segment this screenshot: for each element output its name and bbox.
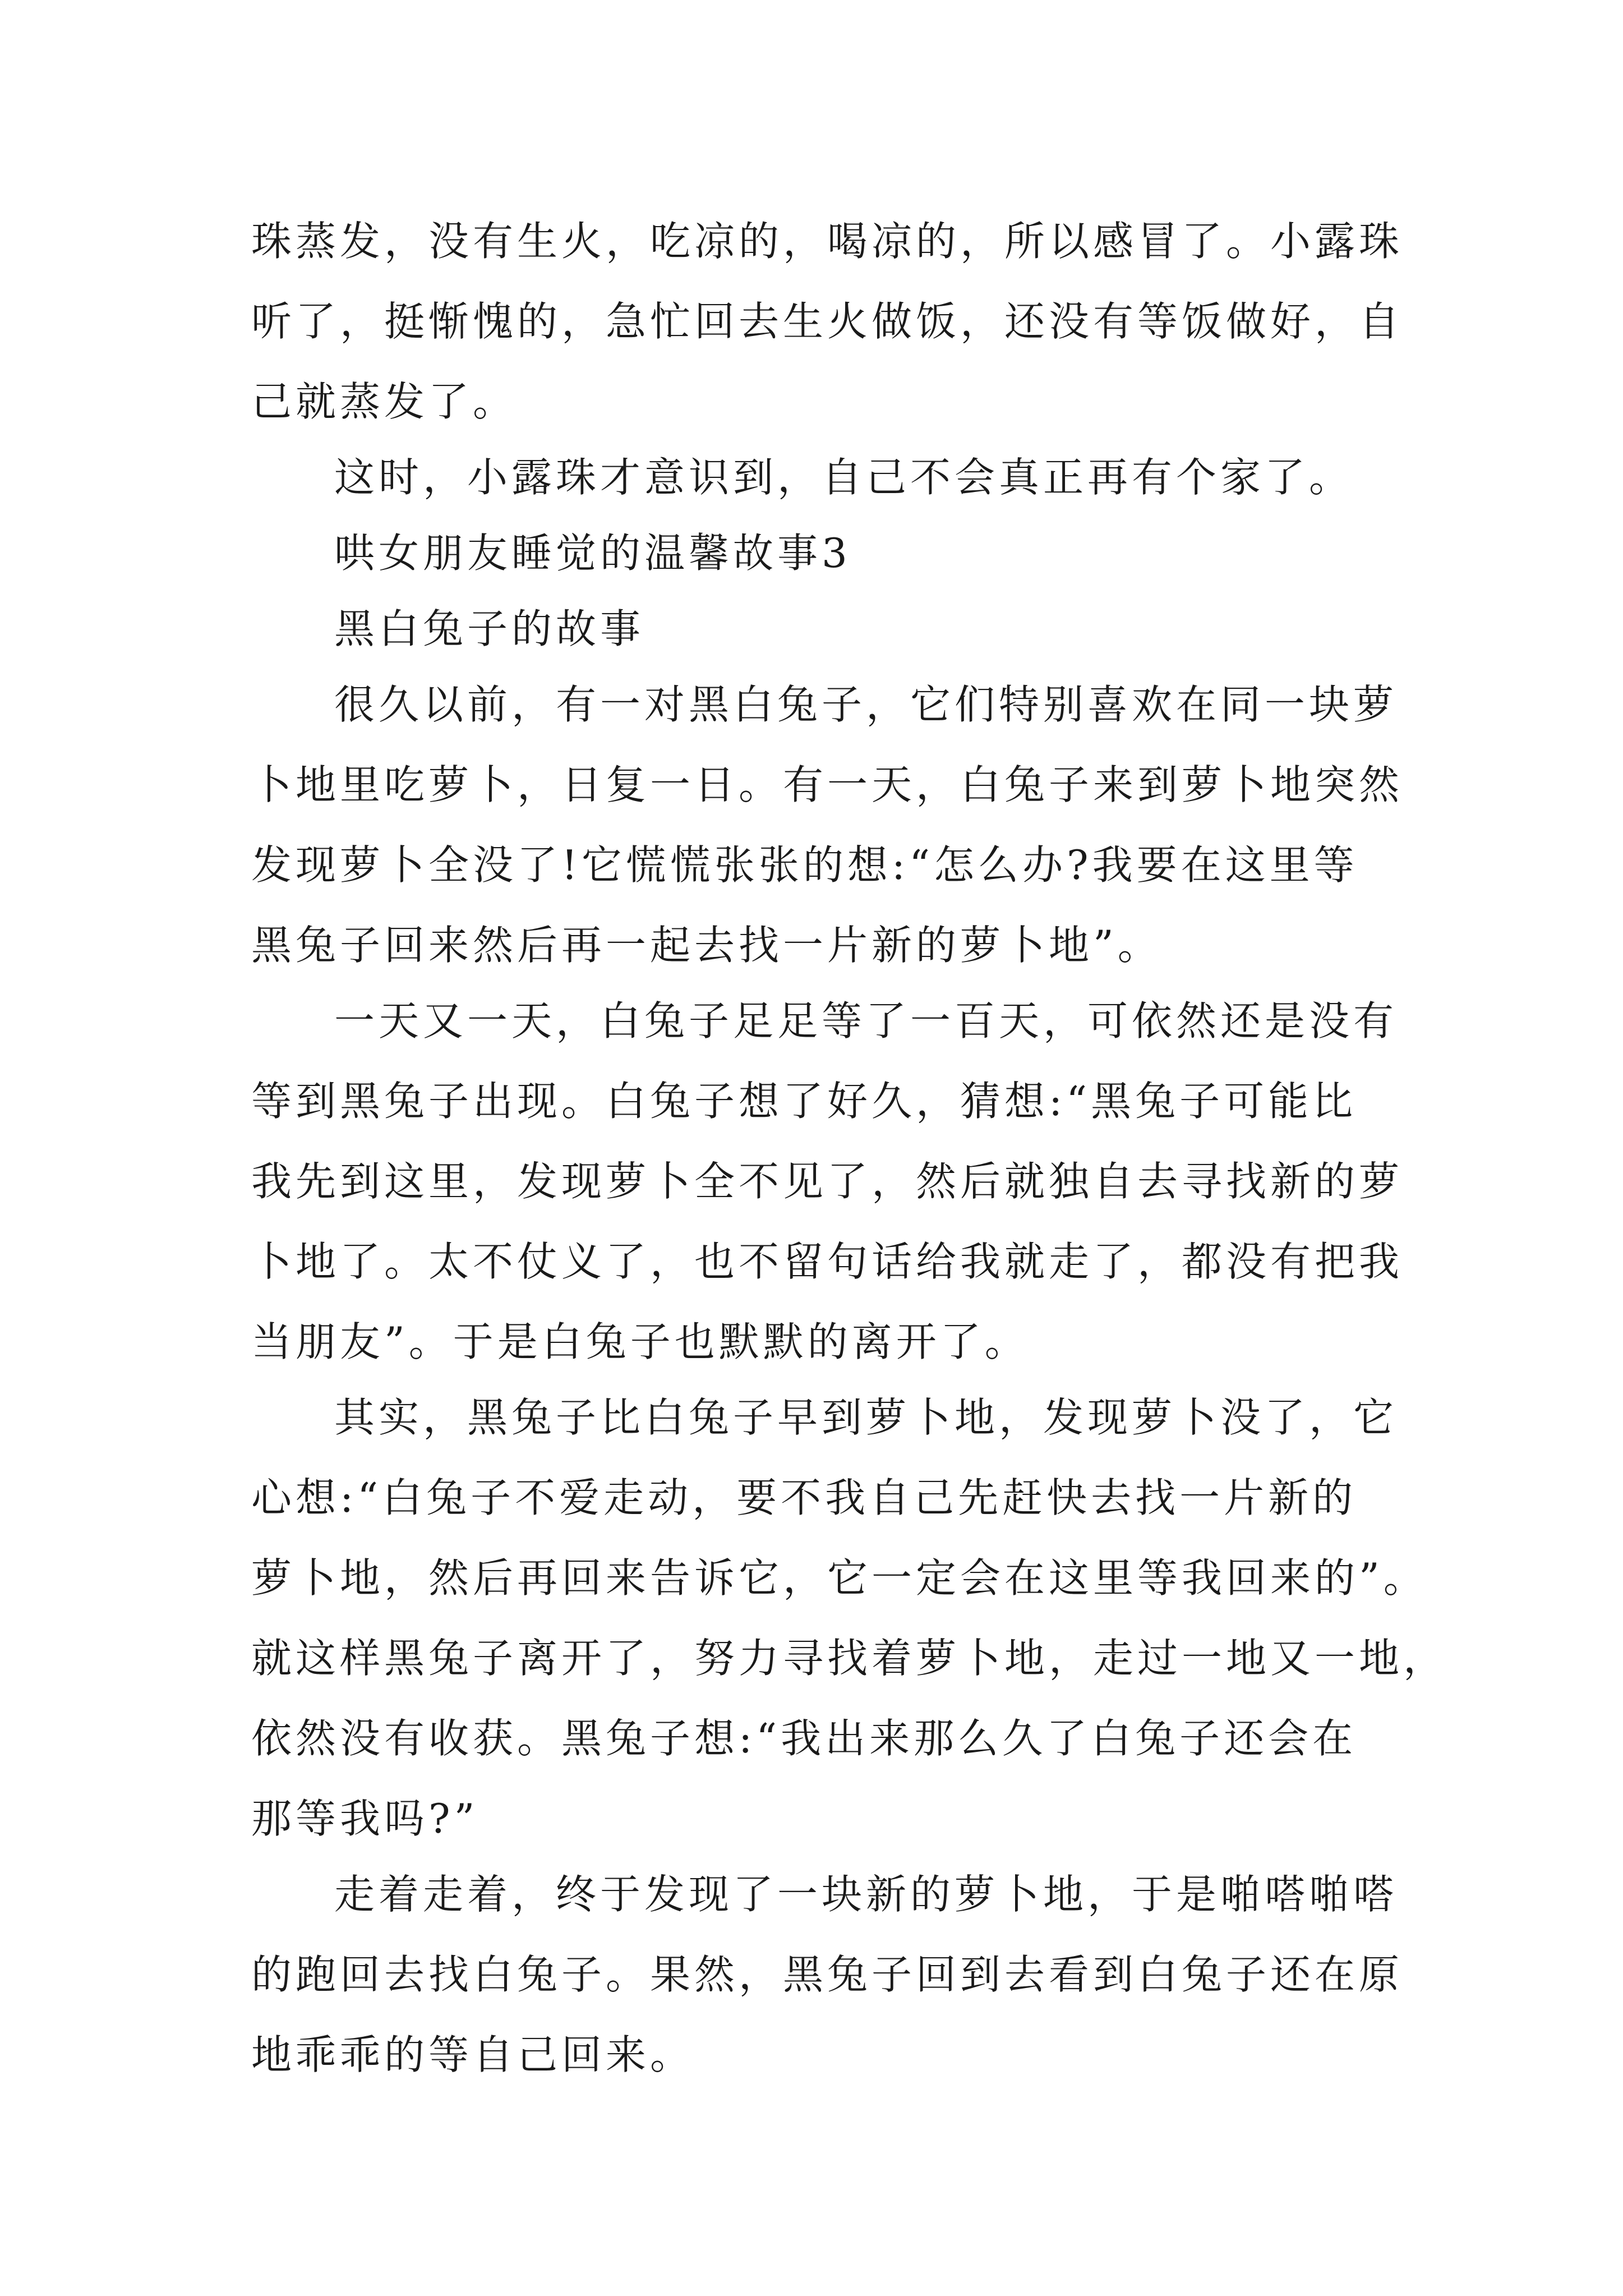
text-line: 依然没有收获。黑兔子想:“我出来那么久了白兔子还会在 [251,1715,1357,1762]
text-line: 就这样黑兔子离开了，努力寻找着萝卜地，走过一地又一地， [251,1635,1448,1682]
text-line: 卜地里吃萝卜，日复一日。有一天，白兔子来到萝卜地突然 [251,761,1404,808]
text-line: 己就蒸发了。 [251,378,518,425]
text-line: 当朋友”。于是白兔子也默默的离开了。 [251,1318,1029,1365]
text-line: 很久以前，有一对黑白兔子，它们特别喜欢在同一块萝 [334,681,1398,728]
text-line: 一天又一天，白兔子足足等了一百天，可依然还是没有 [334,997,1398,1045]
text-line: 我先到这里，发现萝卜全不见了，然后就独自去寻找新的萝 [251,1158,1404,1205]
text-line: 这时，小露珠才意识到，自己不会真正再有个家了。 [334,454,1354,501]
text-line: 黑兔子回来然后再一起去找一片新的萝卜地”。 [251,922,1162,969]
text-line: 卜地了。太不仗义了，也不留句话给我就走了，都没有把我 [251,1238,1404,1285]
text-line: 珠蒸发，没有生火，吃凉的，喝凉的，所以感冒了。小露珠 [251,218,1404,265]
section-title: 哄女朋友睡觉的温馨故事3 [334,530,851,577]
text-line: 等到黑兔子出现。白兔子想了好久，猜想:“黑兔子可能比 [251,1078,1357,1125]
text-line: 心想:“白兔子不爱走动，要不我自己先赶快去找一片新的 [251,1474,1357,1521]
text-line: 发现萝卜全没了!它慌慌张张的想:“怎么办?我要在这里等 [251,841,1358,889]
story-title: 黑白兔子的故事 [334,605,645,652]
text-line: 的跑回去找白兔子。果然，黑兔子回到去看到白兔子还在原 [251,1951,1404,1998]
text-line: 听了，挺惭愧的，急忙回去生火做饭，还没有等饭做好，自 [251,298,1404,345]
text-line: 那等我吗?” [251,1795,479,1842]
text-line: 其实，黑兔子比白兔子早到萝卜地，发现萝卜没了，它 [334,1394,1398,1441]
text-line: 走着走着，终于发现了一块新的萝卜地，于是啪嗒啪嗒 [334,1871,1398,1918]
text-line: 地乖乖的等自己回来。 [251,2031,695,2078]
text-line: 萝卜地，然后再回来告诉它，它一定会在这里等我回来的”。 [251,1554,1428,1602]
